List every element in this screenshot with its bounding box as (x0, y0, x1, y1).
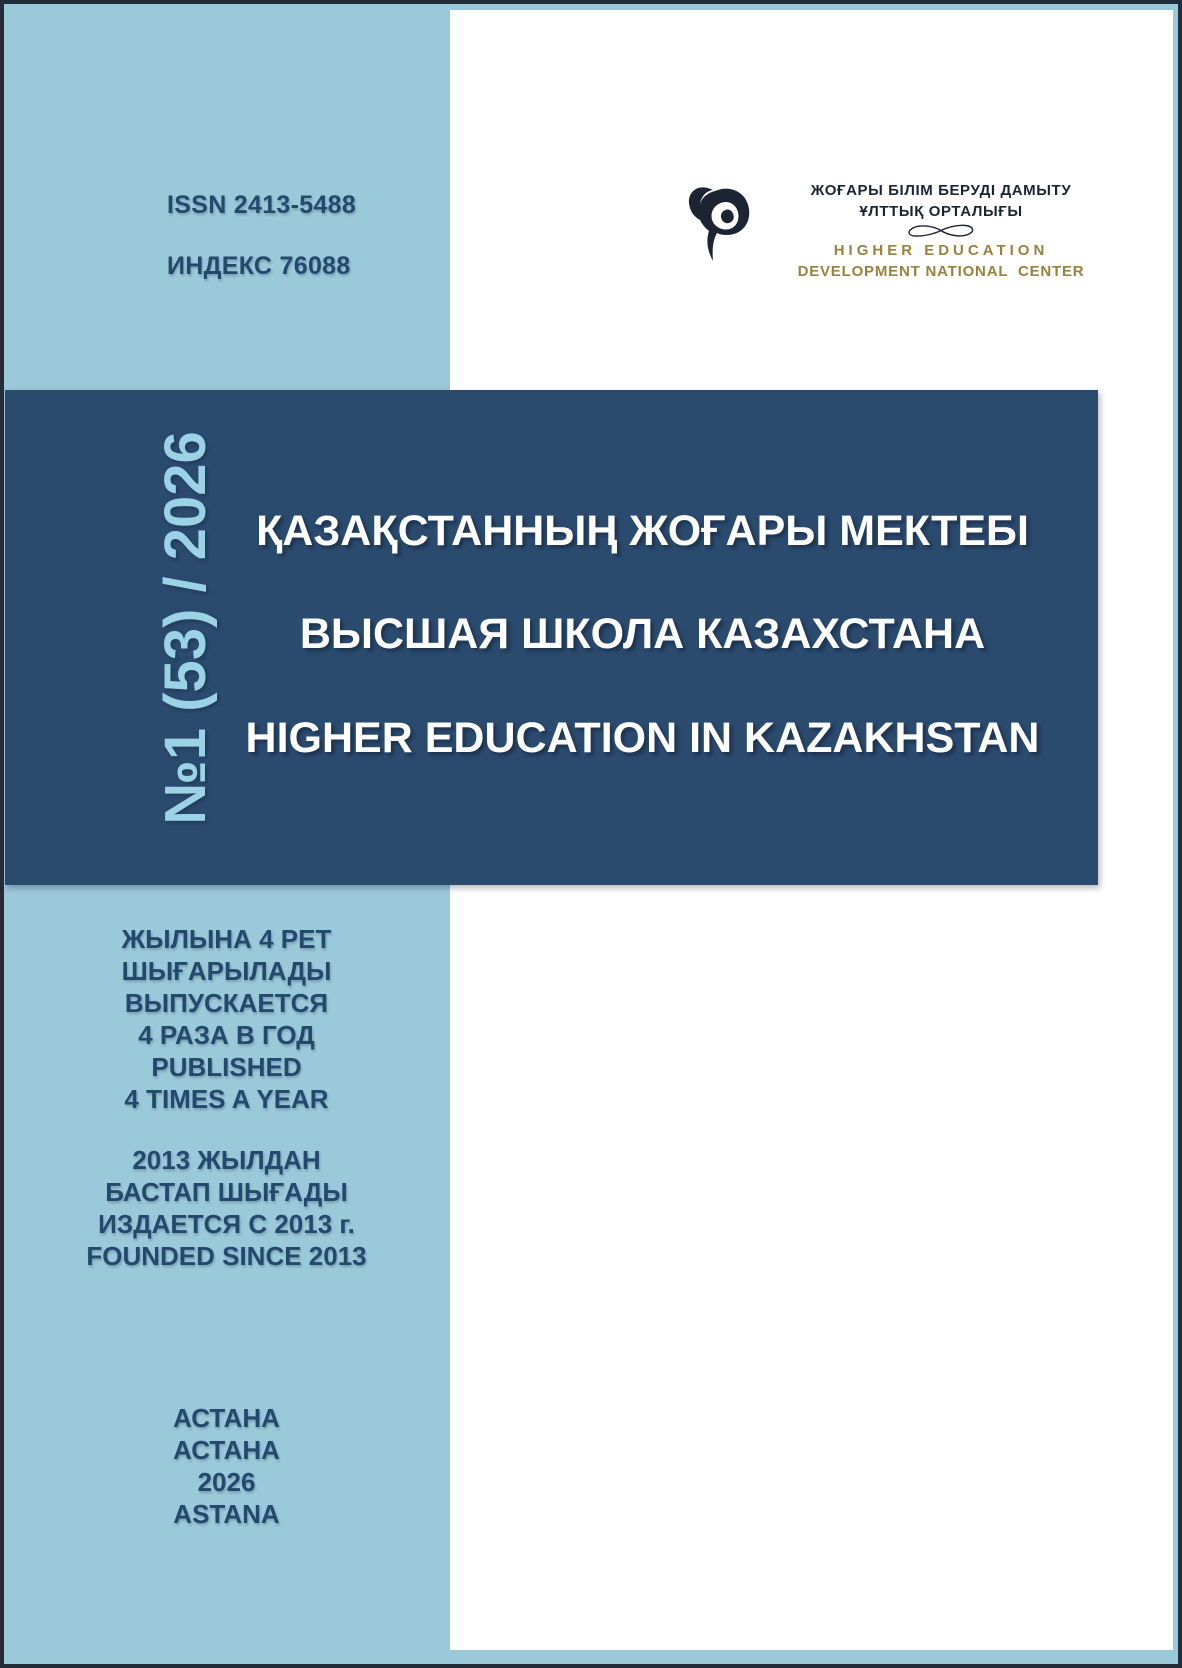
founded-line: 2013 ЖЫЛДАН (132, 1145, 321, 1175)
founded-line: ИЗДАЕТСЯ С 2013 г. (98, 1209, 355, 1239)
imprint-line: ASTANA (173, 1499, 280, 1529)
publisher-name-en-line2: DEVELOPMENT NATIONAL CENTER (797, 263, 1085, 280)
publisher-logo (686, 180, 1096, 280)
kazakh-ornament-icon (686, 183, 752, 263)
founded-line: FOUNDED SINCE 2013 (86, 1241, 367, 1271)
issn-label: ISSN 2413-5488 (167, 191, 357, 219)
frequency-line: ВЫПУСКАЕТСЯ (124, 988, 329, 1018)
publisher-name-kk-line1: ЖОҒАРЫ БІЛІМ БЕРУДІ ДАМЫТУ (810, 182, 1072, 199)
infinity-divider-icon (903, 224, 979, 237)
frequency-line: 4 РАЗА В ГОД (138, 1020, 315, 1050)
bottom-edge-strip (0, 1650, 1182, 1668)
imprint-line: 2026 (197, 1467, 256, 1497)
right-edge-strip (1173, 0, 1182, 1668)
issue-number-label: №1 (53) / 2026 (152, 431, 218, 825)
publisher-name-en-line1: HIGHER EDUCATION (833, 242, 1049, 259)
publisher-name-kk-line2: ҰЛТТЫҚ ОРТАЛЫҒЫ (859, 203, 1023, 220)
title-banner (5, 390, 1098, 885)
frequency-line: 4 TIMES A YEAR (124, 1084, 329, 1114)
imprint-line: АСТАНА (173, 1403, 280, 1433)
publication-frequency-note (8, 923, 445, 1115)
imprint-line: АСТАНА (173, 1435, 280, 1465)
frequency-line: PUBLISHED (151, 1052, 302, 1082)
imprint (8, 1402, 445, 1530)
journal-title-kk: ҚАЗАҚСТАННЫҢ ЖОҒАРЫ МЕКТЕБІ (256, 507, 1029, 555)
journal-title-en: HIGHER EDUCATION IN KAZAKHSTAN (245, 714, 1040, 762)
subscription-index-label: ИНДЕКС 76088 (167, 252, 351, 280)
frequency-line: ШЫҒАРЫЛАДЫ (121, 956, 332, 986)
founded-note (8, 1144, 445, 1272)
top-edge-strip (0, 0, 1182, 10)
journal-title-ru: ВЫСШАЯ ШКОЛА КАЗАХСТАНА (299, 610, 986, 658)
founded-line: БАСТАП ШЫҒАДЫ (105, 1177, 348, 1207)
publisher-name (786, 180, 1096, 282)
frequency-line: ЖЫЛЫНА 4 РЕТ (121, 924, 332, 954)
